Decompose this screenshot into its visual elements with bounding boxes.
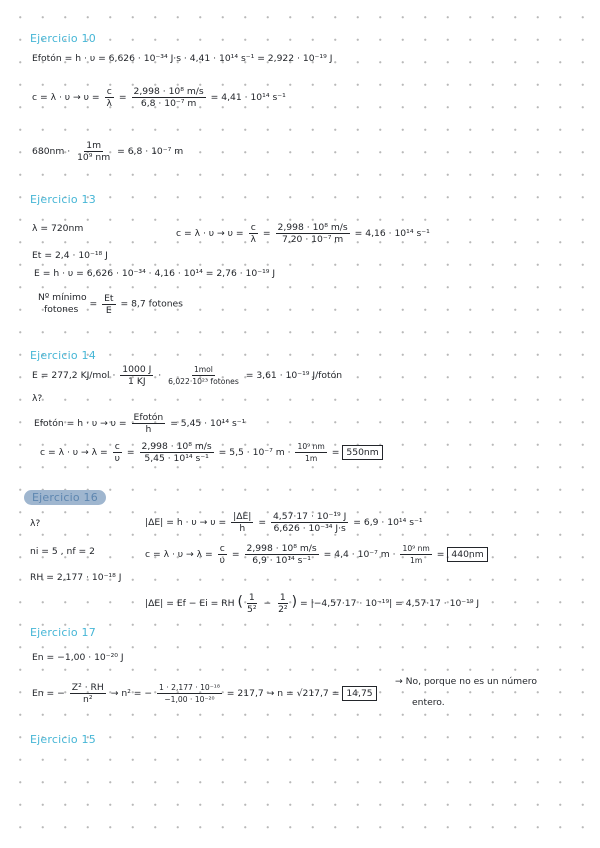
fraction xyxy=(245,543,319,566)
denominator: 6,9 · 10¹⁴ s⁻¹ xyxy=(252,555,311,566)
e13-text: = xyxy=(89,298,98,310)
denominator: υ xyxy=(114,453,120,464)
heading-ejercicio-17: Ejercicio 17 xyxy=(30,626,96,639)
numerator: |ΔE| xyxy=(233,511,252,522)
numerator: 1 xyxy=(279,592,286,603)
denominator: 2² xyxy=(278,604,288,615)
e13-text: c = λ · υ → υ = xyxy=(176,228,244,239)
e14-line-4 xyxy=(40,441,383,464)
fraction xyxy=(231,511,253,534)
fraction xyxy=(140,441,214,464)
e17-text: En = − xyxy=(32,688,65,699)
fraction xyxy=(271,511,348,534)
numerator: 2,998 · 10⁸ m/s xyxy=(133,86,204,97)
e17-line-1: En = −1,00 · 10⁻²⁰ J xyxy=(32,652,124,663)
e13-line-5 xyxy=(38,292,183,316)
e10-line-2 xyxy=(32,86,286,109)
numerator: c xyxy=(219,543,225,554)
e13-line-2: Et = 2,4 · 10⁻¹⁸ J xyxy=(32,250,108,261)
numerator: 2,998 · 10⁸ m/s xyxy=(246,543,317,554)
denominator: h xyxy=(145,424,152,435)
fraction xyxy=(102,293,115,316)
e13-line-3 xyxy=(176,222,430,245)
denominator: 5,45 · 10¹⁴ s⁻¹ xyxy=(144,453,209,464)
numerator: 1 · 2,177 · 10⁻¹⁸ xyxy=(159,683,220,692)
fraction xyxy=(166,364,241,387)
e16-text: − xyxy=(263,598,272,609)
numerator: Efotón xyxy=(133,412,164,423)
e16-text: = xyxy=(231,549,240,560)
label-top: Nº mínimo xyxy=(38,292,87,303)
fraction xyxy=(218,543,227,566)
e17-line-3: entero. xyxy=(412,697,445,708)
denominator: 6,8 · 10⁻⁷ m xyxy=(140,98,197,109)
denominator: 10⁹ nm xyxy=(77,152,111,163)
heading-ejercicio-13: Ejercicio 13 xyxy=(30,193,96,206)
denominator: λ xyxy=(106,98,112,109)
numerator: 2,998 · 10⁸ m/s xyxy=(277,222,348,233)
fraction xyxy=(132,412,166,435)
e10-text: = 4,41 · 10¹⁴ s⁻¹ xyxy=(210,92,286,103)
e10-line-3 xyxy=(32,140,183,163)
denominator: h xyxy=(239,523,246,534)
numerator: 2,998 · 10⁸ m/s xyxy=(141,441,212,452)
fraction xyxy=(157,682,222,705)
e13-text: = xyxy=(262,228,271,239)
numerator: Z² · RH xyxy=(71,682,104,693)
heading-ejercicio-10: Ejercicio 10 xyxy=(30,32,96,45)
fraction xyxy=(245,592,259,615)
paren-open: ( xyxy=(237,594,243,610)
fraction xyxy=(276,222,350,245)
label-bottom: fotones xyxy=(44,304,79,315)
numerator: c xyxy=(250,222,256,233)
e10-line-1: Efotón = h · υ = 6,626 · 10⁻³⁴ J·s · 4,41 · 10¹⁴ s⁻¹ = 2,922 · 10⁻¹⁹ J xyxy=(32,53,333,64)
numerator: 1m xyxy=(86,140,102,151)
e16-line-2: ni = 5 , nf = 2 xyxy=(30,546,95,557)
numerator: 10⁹ nm xyxy=(297,442,325,451)
e16-main-2 xyxy=(145,543,488,566)
heading-ejercicio-14: Ejercicio 14 xyxy=(30,349,96,362)
e17-text: = 217,7 → n = √217,7 = xyxy=(226,688,340,699)
denominator: υ xyxy=(219,555,225,566)
e10-text: = xyxy=(118,92,127,103)
denominator: λ xyxy=(250,234,256,245)
numerator: 4,57·17 · 10⁻¹⁹ J xyxy=(272,511,347,522)
e16-text: = |−4,57·17 · 10⁻¹⁹| = 4,57·17 · 10⁻¹⁹ J xyxy=(299,598,480,609)
e16-text: c = λ · υ → λ = xyxy=(145,549,213,560)
e13-line-4: E = h · υ = 6,626 · 10⁻³⁴ · 4,16 · 10¹⁴ = 2,76 · 10⁻¹⁹ J xyxy=(34,268,276,279)
denominator: 6,022·10²³ fotones xyxy=(168,377,239,386)
e14-line-2: λ? xyxy=(32,393,43,404)
e16-line-3: RH = 2,177 · 10⁻¹⁸ J xyxy=(30,572,122,583)
fraction xyxy=(105,86,114,109)
e10-text: c = λ · υ → υ = xyxy=(32,92,100,103)
e14-text: · xyxy=(158,370,162,381)
e10-text: = 6,8 · 10⁻⁷ m xyxy=(117,146,184,157)
e16-text: |ΔE| = Ef − Ei = RH xyxy=(145,598,235,609)
numerator: 1mol xyxy=(193,365,213,374)
numerator: Et xyxy=(104,292,114,304)
e14-text: = xyxy=(331,447,340,458)
e10-text: 680nm · xyxy=(32,146,71,157)
e14-text: = xyxy=(126,447,135,458)
fraction xyxy=(120,364,153,387)
denominator: 1m xyxy=(305,454,318,463)
numerator: 1 xyxy=(248,592,255,603)
fraction xyxy=(113,441,122,464)
paren-close: ) xyxy=(291,594,298,610)
fraction xyxy=(400,543,431,566)
label-stack xyxy=(38,292,87,316)
denominator: n² xyxy=(83,694,93,705)
e14-text: E = 277,2 KJ/mol · xyxy=(32,370,116,381)
denominator: 1 KJ xyxy=(128,376,146,387)
fraction xyxy=(75,140,112,163)
answer-box: 550nm xyxy=(342,445,382,460)
e16-text: = 6,9 · 10¹⁴ s⁻¹ xyxy=(353,517,423,528)
denominator: E xyxy=(105,304,112,316)
e16-text: |ΔE| = h · υ → υ = xyxy=(145,517,227,528)
fraction xyxy=(70,682,106,705)
e13-text: = 8,7 fotones xyxy=(120,298,183,310)
fraction xyxy=(295,441,326,464)
denominator: 6,626 · 10⁻³⁴ J·s xyxy=(273,523,346,534)
denominator: 1m xyxy=(410,556,423,565)
numerator: 10⁹ nm xyxy=(402,544,430,553)
answer-box: 14,75 xyxy=(342,686,376,701)
denominator: 7,20 · 10⁻⁷ m xyxy=(281,234,344,245)
e17-line-2-note: → No, porque no es un número xyxy=(395,676,537,687)
e16-text: = 4,4 · 10⁻⁷ m · xyxy=(323,549,396,560)
e13-line-1: λ = 720nm xyxy=(32,223,84,234)
e14-text: Efotón = h · υ → υ = xyxy=(34,418,127,429)
heading-ejercicio-16: Ejercicio 16 xyxy=(24,490,106,505)
e14-text: = 3,61 · 10⁻¹⁹ J/fotón xyxy=(245,370,343,381)
e14-line-3 xyxy=(34,412,245,435)
answer-box: 440nm xyxy=(447,547,487,562)
fraction xyxy=(249,222,258,245)
denominator: 5² xyxy=(246,604,257,615)
numerator: c xyxy=(106,86,112,97)
numerator: c xyxy=(114,441,120,452)
fraction xyxy=(132,86,206,109)
e16-text: = xyxy=(258,517,267,528)
e16-main-3 xyxy=(145,592,479,615)
e14-line-1 xyxy=(32,364,342,387)
heading-ejercicio-15: Ejercicio 15 xyxy=(30,733,96,746)
e17-line-2 xyxy=(32,682,377,705)
e14-text: = 5,5 · 10⁻⁷ m · xyxy=(218,447,291,458)
e16-text: = xyxy=(436,549,445,560)
e16-line-1: λ? xyxy=(30,518,41,529)
e16-main-1 xyxy=(145,511,423,534)
e14-text: c = λ · υ → λ = xyxy=(40,447,108,458)
e14-text: = 5,45 · 10¹⁴ s⁻¹ xyxy=(170,418,246,429)
e13-text: = 4,16 · 10¹⁴ s⁻¹ xyxy=(354,228,430,239)
numerator: 1000 J xyxy=(122,364,152,375)
denominator: −1,00 · 10⁻²⁰ xyxy=(164,695,215,704)
fraction xyxy=(276,592,290,615)
e17-text: → n² = − xyxy=(110,688,153,699)
